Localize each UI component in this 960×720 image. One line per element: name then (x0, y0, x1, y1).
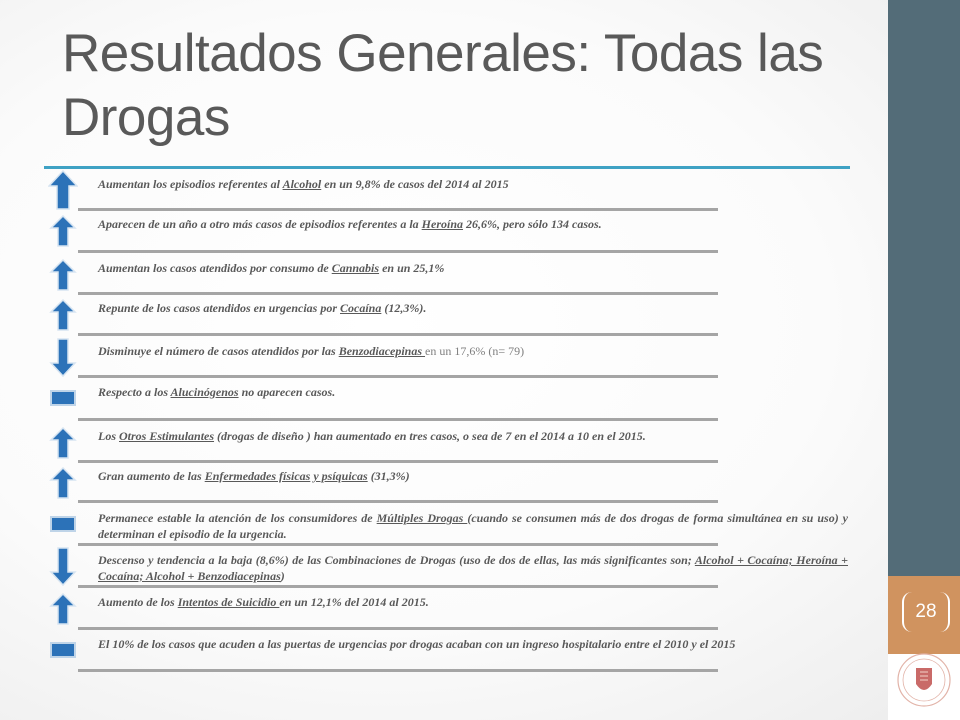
finding-text (78, 260, 848, 276)
item-separator (78, 292, 718, 295)
decrease-arrow-icon (48, 546, 78, 586)
no-change-dash-icon (50, 516, 76, 532)
finding-text-part: 26,6%, pero sólo 134 casos. (463, 217, 602, 231)
finding-text-part: Los (98, 429, 119, 443)
underlined-term: y psíquicas (313, 469, 368, 483)
finding-text (78, 176, 848, 192)
institution-logo (888, 640, 960, 720)
increase-arrow-icon (48, 462, 78, 502)
item-separator (78, 460, 718, 463)
item-separator (78, 418, 718, 421)
finding-text-part: Gran aumento de las (98, 469, 205, 483)
increase-arrow-icon (48, 210, 78, 250)
underlined-term: Cocaína (340, 301, 382, 315)
finding-text-part: en un 12,1% del 2014 al 2015. (279, 595, 429, 609)
finding-text (78, 468, 848, 484)
finding-text-part: en un 25,1% (379, 261, 445, 275)
finding-text-part: Repunte de los casos atendidos en urgencias por (98, 301, 341, 315)
underlined-term: Benzodiacepinas (338, 344, 426, 358)
finding-item (78, 510, 848, 542)
page-number: 28 (902, 592, 950, 632)
underlined-term: Alcohol (282, 177, 322, 191)
finding-text (78, 510, 848, 542)
finding-item (78, 428, 848, 444)
slide-title: Resultados Generales: Todas las Drogas (62, 24, 824, 147)
finding-text (78, 300, 848, 316)
finding-item (78, 468, 848, 484)
finding-item (78, 552, 848, 584)
item-separator (78, 375, 718, 378)
item-separator (78, 500, 718, 503)
increase-arrow-icon (48, 294, 78, 334)
finding-text (78, 552, 848, 584)
increase-arrow-icon (48, 170, 78, 210)
finding-text-part: Respecto a los (98, 385, 171, 399)
underlined-term: Cannabis (331, 261, 380, 275)
finding-item (78, 300, 848, 316)
finding-item (78, 216, 848, 232)
finding-text-part: en un 17,6% (n= 79) (425, 344, 525, 358)
finding-text-part: ) (280, 569, 285, 583)
no-change-dash-icon (50, 390, 76, 406)
finding-text (78, 384, 848, 400)
finding-text-part: en un 9,8% de casos del 2014 al 2015 (321, 177, 509, 191)
item-separator (78, 208, 718, 211)
item-separator (78, 627, 718, 630)
finding-text (78, 636, 848, 652)
finding-text-part: El 10% de los casos que acuden a las puertas de urgencias por drogas acaban con un ingreso hospitalario entre el 2010 y el 2015 (98, 637, 736, 651)
finding-text-part: Aumentan los episodios referentes al (98, 177, 283, 191)
finding-text (78, 343, 848, 359)
underlined-term: Múltiples Drogas (376, 511, 468, 525)
finding-text-part: no aparecen casos. (238, 385, 336, 399)
finding-text-part: (cuando se consumen más de dos drogas de forma simultánea en su uso) y determinan el episodio de la urgencia. (98, 511, 849, 541)
underlined-term: Intentos de Suicidio (177, 595, 280, 609)
finding-text-part: (drogas de diseño ) han aumentado en tres casos, o sea de 7 en el 2014 a 10 en el 2015. (214, 429, 646, 443)
finding-text (78, 594, 848, 610)
underlined-term: Enfermedades físicas (204, 469, 311, 483)
underlined-term: Alucinógenos (170, 385, 239, 399)
increase-arrow-icon (48, 254, 78, 294)
finding-item (78, 636, 848, 652)
finding-item (78, 260, 848, 276)
decrease-arrow-icon (48, 337, 78, 377)
finding-text-part: Disminuye el número de casos atendidos por las (98, 344, 339, 358)
finding-item (78, 384, 848, 400)
finding-text-part: Aparecen de un año a otro más casos de episodios referentes a la (98, 217, 422, 231)
finding-text-part: Permanece estable la atención de los consumidores de (98, 511, 377, 525)
finding-text-part: Aumentan los casos atendidos por consumo de (98, 261, 332, 275)
item-separator (78, 250, 718, 253)
finding-item (78, 594, 848, 610)
finding-item (78, 343, 848, 359)
item-separator (78, 669, 718, 672)
finding-text (78, 428, 848, 444)
increase-arrow-icon (48, 588, 78, 628)
finding-item (78, 176, 848, 192)
finding-text-part: Aumento de los (98, 595, 178, 609)
increase-arrow-icon (48, 422, 78, 462)
underlined-term: Heroína (421, 217, 464, 231)
no-change-dash-icon (50, 642, 76, 658)
finding-text-part: (12,3%). (381, 301, 427, 315)
title-underline (44, 166, 850, 169)
finding-text-part: (31,3%) (367, 469, 410, 483)
item-separator (78, 585, 718, 588)
finding-text (78, 216, 848, 232)
finding-text-part: Descenso y tendencia a la baja (8,6%) de las Combinaciones de Drogas (uso de dos de ellas, las más significantes son; (98, 553, 695, 567)
underlined-term: Otros Estimulantes (119, 429, 215, 443)
item-separator (78, 333, 718, 336)
underlined-term: Alcohol + Cocaína; Heroína + Cocaína; Alcohol + Benzodiacepinas (98, 553, 848, 583)
item-separator (78, 543, 718, 546)
